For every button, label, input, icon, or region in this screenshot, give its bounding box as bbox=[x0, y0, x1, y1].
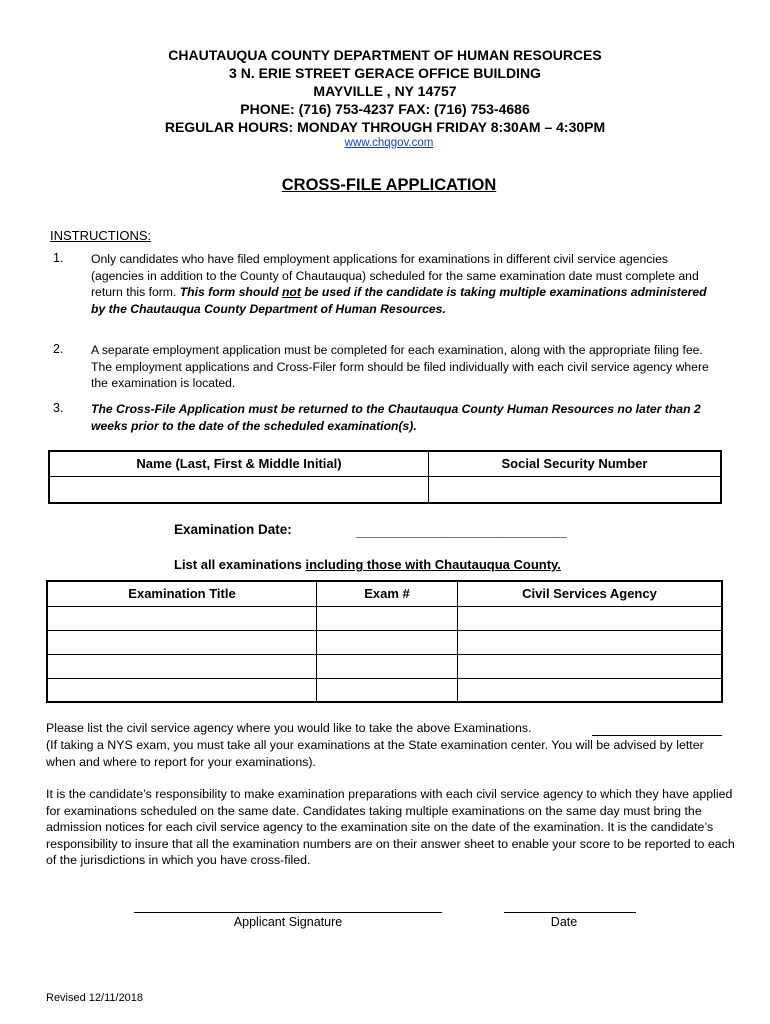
applicant-signature-label: Applicant Signature bbox=[233, 915, 343, 929]
instruction-1-emphasis-a: This form should bbox=[179, 285, 279, 300]
exam-number-cell[interactable] bbox=[317, 654, 458, 678]
exam-number-cell[interactable] bbox=[317, 678, 458, 702]
header-phone: PHONE: (716) 753-4237 FAX: (716) 753-4686 bbox=[240, 101, 530, 117]
agency-cell[interactable] bbox=[458, 630, 723, 654]
exam-number-cell[interactable] bbox=[317, 630, 458, 654]
website-link[interactable]: www.chqgov.com bbox=[344, 137, 434, 149]
instruction-item-2: A separate employment application must be completed for each examination, along with the appropriate filing fee. The employment applications and Cross-Filer form should be filed individually with each civil service agency where the examination is located. bbox=[91, 343, 709, 391]
exam-title-cell[interactable] bbox=[47, 606, 317, 630]
instruction-1-not: not bbox=[281, 285, 301, 300]
agency-cell[interactable] bbox=[458, 606, 723, 630]
instruction-1-emphasis-b: be used if the candidate is taking multiple examinations administered by the Chautauqua County Department of Human Resources. bbox=[91, 285, 707, 316]
ssn-input-cell[interactable] bbox=[429, 476, 722, 503]
applicant-signature-line[interactable] bbox=[134, 912, 442, 913]
exam-title-cell[interactable] bbox=[47, 678, 317, 702]
header-address: 3 N. ERIE STREET GERACE OFFICE BUILDING bbox=[229, 65, 541, 81]
instruction-item-1 bbox=[91, 251, 716, 317]
exam-table bbox=[46, 580, 723, 703]
exam-title-header: Examination Title bbox=[47, 581, 317, 606]
exam-title-cell[interactable] bbox=[47, 654, 317, 678]
exam-date-label: Examination Date: bbox=[174, 522, 292, 537]
exam-number-header: Exam # bbox=[317, 581, 458, 606]
form-title: CROSS-FILE APPLICATION bbox=[281, 176, 497, 194]
responsibility-paragraph: It is the candidate’s responsibility to make examination preparations with each civil service agency to which they have applied for examinations scheduled on the same date. Candidates taking multiple examinations on the same day must bring the admission notices for each civil service agency to the examination site on the date of the examination. It is the candidate’s responsibility to insure that all the examination numbers are on their answer sheet to enable your score to be reported to each of the jurisdictions in which you have cross-filed. bbox=[46, 787, 735, 868]
table-row bbox=[47, 678, 722, 702]
instruction-number-2: 2. bbox=[53, 342, 64, 356]
header-agency-name: CHAUTAUQUA COUNTY DEPARTMENT OF HUMAN RESOURCES bbox=[168, 47, 602, 63]
table-row bbox=[47, 606, 722, 630]
ssn-column-header: Social Security Number bbox=[429, 451, 722, 476]
instruction-number-3: 3. bbox=[53, 401, 64, 415]
agency-cell[interactable] bbox=[458, 654, 723, 678]
instruction-item-3: The Cross-File Application must be returned to the Chautauqua County Human Resources no later than 2 weeks prior to the date of the scheduled examination(s). bbox=[91, 402, 701, 433]
agency-preference-field[interactable] bbox=[592, 735, 722, 736]
exam-date-field[interactable]: ______________________________ bbox=[356, 524, 567, 539]
table-row bbox=[47, 654, 722, 678]
instruction-number-1: 1. bbox=[53, 251, 64, 265]
nys-exam-note: (If taking a NYS exam, you must take all your examinations at the State examination center. You will be advised by letter when and where to report for your examinations). bbox=[46, 738, 704, 769]
list-exams-text: List all examinations bbox=[174, 557, 302, 572]
instructions-heading: INSTRUCTIONS: bbox=[50, 228, 152, 243]
agency-cell[interactable] bbox=[458, 678, 723, 702]
applicant-table bbox=[48, 450, 722, 504]
name-column-header: Name (Last, First & Middle Initial) bbox=[49, 451, 429, 476]
list-exams-instruction bbox=[174, 557, 561, 572]
exam-number-cell[interactable] bbox=[317, 606, 458, 630]
date-line[interactable] bbox=[504, 912, 636, 913]
header-city: MAYVILLE , NY 14757 bbox=[313, 83, 457, 99]
list-exams-underlined: including those with Chautauqua County. bbox=[305, 557, 561, 572]
agency-header: Civil Services Agency bbox=[458, 581, 723, 606]
header-hours: REGULAR HOURS: MONDAY THROUGH FRIDAY 8:30AM – 4:30PM bbox=[164, 119, 606, 135]
date-label: Date bbox=[550, 915, 578, 929]
table-row bbox=[47, 630, 722, 654]
agency-preference-text: Please list the civil service agency where you would like to take the above Examinations. bbox=[46, 721, 532, 735]
revision-date: Revised 12/11/2018 bbox=[46, 992, 144, 1004]
instruction-1-text: Only candidates who have filed employment applications for examinations in different civil service agencies (agencies in addition to the County of Chautauqua) scheduled for the same examination date must complete and return this form. bbox=[91, 252, 699, 300]
exam-title-cell[interactable] bbox=[47, 630, 317, 654]
name-input-cell[interactable] bbox=[49, 476, 429, 503]
